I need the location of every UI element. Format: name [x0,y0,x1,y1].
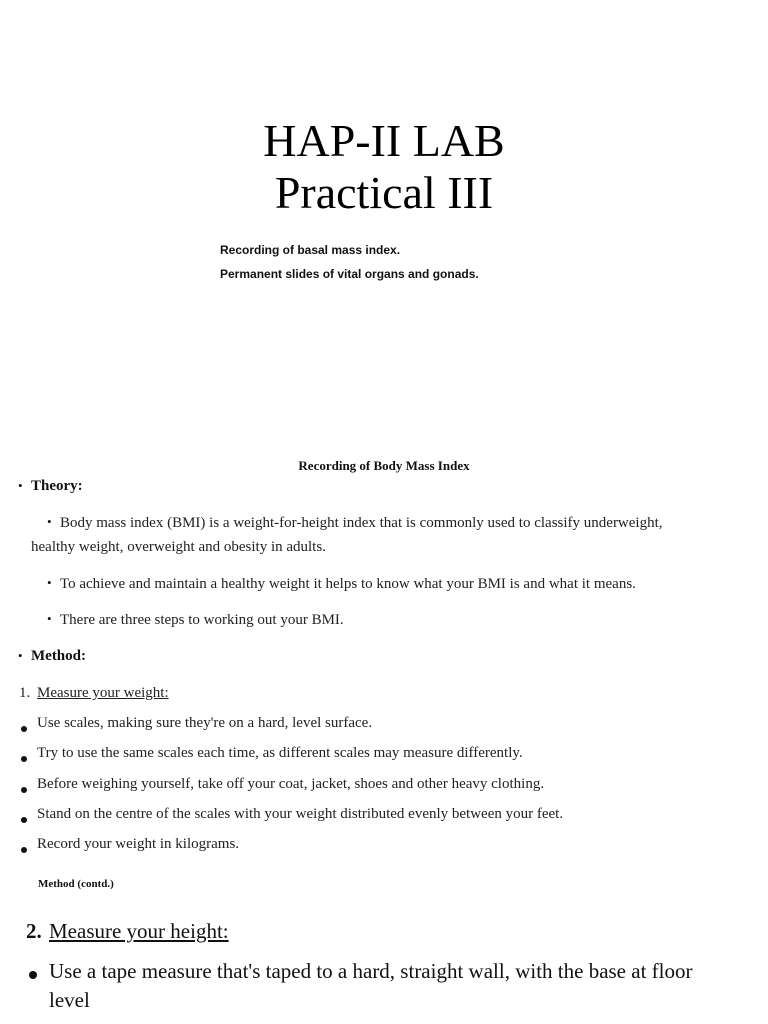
step2-point-1-bullet-icon [29,966,37,984]
step2-title: Measure your height: [49,919,229,943]
method-bullet-icon: • [18,648,23,663]
step1-title: Measure your weight: [37,685,169,701]
theory-point-2: To achieve and maintain a healthy weight it helps to know what your BMI is and what it means. [60,576,636,592]
step2-point-1-cont: level [49,988,90,1012]
subtitle-line1: Recording of basal mass index. [220,243,401,257]
step2-number: 2. [26,919,42,943]
section-heading: Recording of Body Mass Index [298,458,470,473]
theory-point-1: Body mass index (BMI) is a weight-for-height index that is commonly used to classify underweight, [60,515,663,531]
subtitle-line2: Permanent slides of vital organs and gonads. [220,267,479,281]
theory-point-3-bullet-icon: • [47,611,52,626]
step2-point-1: Use a tape measure that's taped to a hard, straight wall, with the base at floor [49,959,693,983]
theory-point-1-bullet-icon: • [47,514,52,529]
step1-number: 1. [19,685,31,701]
step1-point-5: Record your weight in kilograms. [37,836,240,852]
step1-point-3: Before weighing yourself, take off your coat, jacket, shoes and other heavy clothing. [37,776,545,792]
page-title-line2: Practical III [274,167,494,218]
step1-point-1: Use scales, making sure they're on a hard, level surface. [37,715,373,731]
method-contd-label: Method (contd.) [38,878,114,890]
theory-bullet-icon: • [18,478,23,493]
step1-point-2: Try to use the same scales each time, as different scales may measure differently. [37,745,523,761]
step1-point-1-bullet-icon [21,719,27,737]
method-label: Method: [31,648,86,664]
theory-point-2-bullet-icon: • [47,575,52,590]
step1-point-2-bullet-icon [21,749,27,767]
step1-point-4: Stand on the centre of the scales with your weight distributed evenly between your feet. [37,806,564,822]
step1-point-3-bullet-icon [21,780,27,798]
step1-point-4-bullet-icon [21,810,27,828]
step1-point-5-bullet-icon [21,840,27,858]
theory-point-1-cont: healthy weight, overweight and obesity in adults. [31,539,326,555]
theory-point-3: There are three steps to working out your BMI. [60,612,344,628]
theory-label: Theory: [31,478,83,494]
page-title-line1: HAP-II LAB [263,115,505,166]
